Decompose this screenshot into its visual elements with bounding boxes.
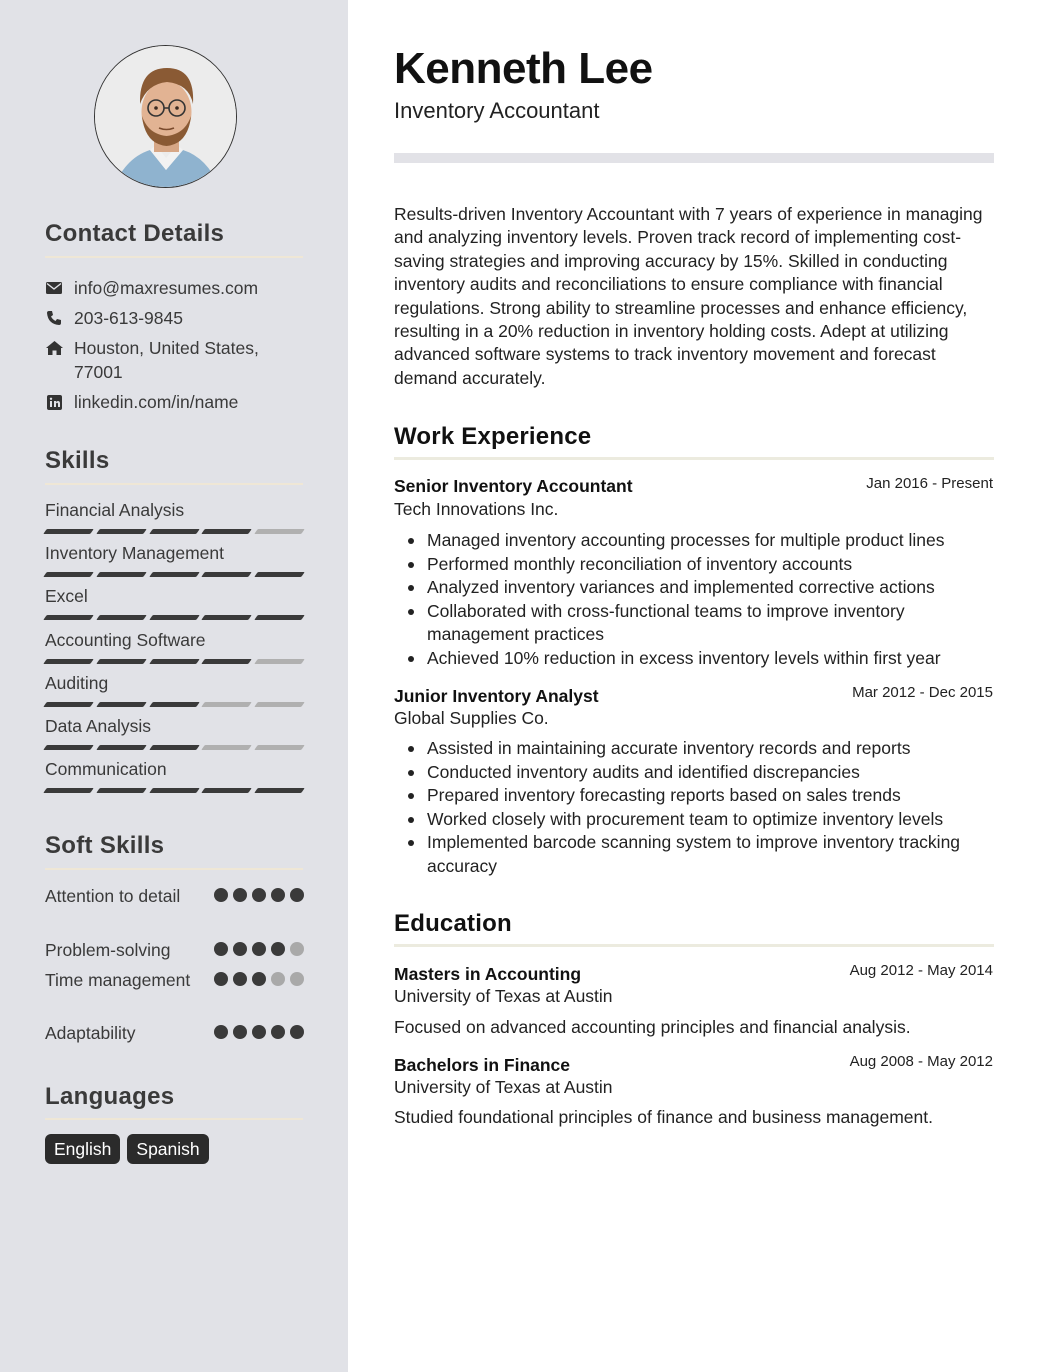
- skill-level-segment-empty: [254, 529, 304, 534]
- skill-level-segment-filled: [96, 615, 146, 620]
- list-item: Implemented barcode scanning system to improve inventory tracking accuracy: [394, 831, 994, 878]
- skill-level-segment-filled: [149, 745, 199, 750]
- contact-phone[interactable]: [45, 306, 303, 330]
- work-experience-divider: [394, 457, 994, 460]
- job-dates: Mar 2012 - Dec 2015: [852, 684, 993, 701]
- soft-skill-label: Adaptability: [45, 1023, 136, 1043]
- soft-skill-label: Problem-solving: [45, 940, 171, 960]
- skill-level-segment-filled: [43, 702, 93, 707]
- home-icon: [45, 336, 63, 360]
- skill-level-bar: [45, 529, 303, 534]
- skill-level-segment-filled: [254, 788, 304, 793]
- school-name: University of Texas at Austin: [394, 986, 613, 1006]
- degree-dates: Aug 2012 - May 2014: [849, 962, 993, 979]
- skill-level-segment-filled: [254, 572, 304, 577]
- phone-icon: [45, 306, 63, 330]
- skills-heading: Skills: [45, 447, 110, 474]
- rating-dot-filled: [214, 1025, 228, 1039]
- rating-dot-filled: [214, 888, 228, 902]
- languages-heading: Languages: [45, 1083, 175, 1110]
- skill-level-bar: [45, 745, 303, 750]
- skill-level-segment-filled: [96, 745, 146, 750]
- degree-description: Focused on advanced accounting principles and financial analysis.: [394, 1017, 911, 1037]
- skill-level-segment-filled: [96, 572, 146, 577]
- contact-linkedin[interactable]: [45, 390, 303, 414]
- skill-label: Communication: [45, 759, 167, 780]
- education-divider: [394, 944, 994, 947]
- rating-dot-filled: [271, 888, 285, 902]
- education-heading: Education: [394, 910, 512, 937]
- rating-dot-empty: [290, 942, 304, 956]
- list-item: Managed inventory accounting processes for multiple product lines: [394, 529, 994, 553]
- rating-dot-filled: [252, 888, 266, 902]
- job-dates: Jan 2016 - Present: [866, 475, 993, 492]
- rating-dot-filled: [233, 942, 247, 956]
- skill-level-bar: [45, 615, 303, 620]
- skills-divider: [45, 483, 303, 485]
- list-item: Collaborated with cross-functional teams to improve inventory management practices: [394, 600, 994, 647]
- rating-dot-filled: [214, 972, 228, 986]
- skill-level-segment-filled: [254, 615, 304, 620]
- school-name: University of Texas at Austin: [394, 1077, 613, 1097]
- job-title: Junior Inventory Analyst: [394, 686, 599, 706]
- language-tag: English: [45, 1134, 120, 1164]
- soft-skills-divider: [45, 868, 303, 870]
- list-item: Conducted inventory audits and identified discrepancies: [394, 761, 994, 785]
- languages-divider: [45, 1118, 303, 1120]
- skill-level-segment-empty: [202, 745, 252, 750]
- degree-dates: Aug 2008 - May 2012: [849, 1053, 993, 1070]
- skill-level-segment-filled: [43, 615, 93, 620]
- skill-level-bar: [45, 702, 303, 707]
- contact-divider: [45, 256, 303, 258]
- degree-title: Masters in Accounting: [394, 964, 582, 984]
- rating-dot-filled: [290, 1025, 304, 1039]
- rating-dot-empty: [271, 972, 285, 986]
- skill-level-segment-filled: [96, 529, 146, 534]
- skill-level-segment-filled: [96, 788, 146, 793]
- degree-description: Studied foundational principles of finance and business management.: [394, 1107, 933, 1127]
- header-divider-bar: [394, 153, 994, 163]
- skill-level-segment-filled: [43, 659, 93, 664]
- skill-label: Excel: [45, 586, 88, 607]
- skill-level-segment-empty: [202, 702, 252, 707]
- language-tag: Spanish: [127, 1134, 208, 1164]
- envelope-icon: [45, 276, 63, 300]
- contact-linkedin-text: linkedin.com/in/name: [74, 392, 239, 412]
- rating-dot-filled: [252, 942, 266, 956]
- skill-label: Accounting Software: [45, 629, 206, 650]
- profile-summary: Results-driven Inventory Accountant with 7 years of experience in managing and analyzing inventory levels. Proven track record of implementing cost-saving strategies and improving accuracy by 15%. Skilled in conducting inventory audits and reconciliations to ensure compliance with financial regulations. Strong ability to streamline processes and enhance efficiency, resulting in a 20% reduction in inventory holding costs. Adept at utilizing advanced software systems to track inventory movement and forecast demand accurately.: [394, 204, 983, 388]
- main-content: [394, 0, 994, 1372]
- skill-level-segment-filled: [96, 702, 146, 707]
- soft-skill-rating: [214, 1025, 304, 1039]
- linkedin-icon: [45, 390, 63, 414]
- rating-dot-filled: [252, 972, 266, 986]
- job-company: Global Supplies Co.: [394, 708, 549, 728]
- profile-photo: [94, 45, 237, 188]
- rating-dot-empty: [290, 972, 304, 986]
- skill-level-segment-empty: [254, 745, 304, 750]
- list-item: Analyzed inventory variances and implemented corrective actions: [394, 576, 994, 600]
- job-responsibilities: [394, 737, 994, 878]
- skill-label: Inventory Management: [45, 543, 224, 564]
- contact-email-text: info@maxresumes.com: [74, 278, 259, 298]
- contact-heading: Contact Details: [45, 220, 225, 247]
- skill-level-segment-filled: [149, 615, 199, 620]
- rating-dot-filled: [252, 1025, 266, 1039]
- skill-level-segment-filled: [43, 788, 93, 793]
- list-item: Assisted in maintaining accurate inventory records and reports: [394, 737, 994, 761]
- languages-list: [45, 1134, 209, 1164]
- rating-dot-filled: [214, 942, 228, 956]
- sidebar: [0, 0, 348, 1372]
- skill-level-bar: [45, 572, 303, 577]
- rating-dot-filled: [290, 888, 304, 902]
- list-item: Worked closely with procurement team to optimize inventory levels: [394, 808, 994, 832]
- profile-portrait-image: [95, 46, 237, 188]
- job-responsibilities: [394, 529, 994, 670]
- skill-label: Data Analysis: [45, 716, 152, 736]
- soft-skill-rating: [214, 888, 304, 902]
- skill-level-segment-empty: [254, 659, 304, 664]
- skill-level-segment-filled: [149, 659, 199, 664]
- soft-skill-rating: [214, 972, 304, 986]
- degree-title: Bachelors in Finance: [394, 1055, 571, 1075]
- skill-level-segment-filled: [43, 745, 93, 750]
- contact-address-text: Houston, United States, 77001: [74, 338, 259, 382]
- skill-label: Financial Analysis: [45, 500, 185, 520]
- skill-level-segment-filled: [202, 572, 252, 577]
- rating-dot-filled: [233, 972, 247, 986]
- candidate-title: Inventory Accountant: [394, 98, 600, 123]
- skill-level-bar: [45, 659, 303, 664]
- skill-level-segment-filled: [202, 529, 252, 534]
- skill-level-segment-filled: [149, 788, 199, 793]
- skill-level-segment-filled: [149, 702, 199, 707]
- candidate-name: Kenneth Lee: [394, 44, 653, 93]
- work-experience-heading: Work Experience: [394, 423, 592, 450]
- rating-dot-filled: [271, 942, 285, 956]
- skill-level-segment-filled: [96, 659, 146, 664]
- soft-skill-label: Attention to detail: [45, 886, 181, 906]
- job-title: Senior Inventory Accountant: [394, 476, 633, 496]
- skill-level-segment-filled: [43, 529, 93, 534]
- list-item: Achieved 10% reduction in excess inventory levels within first year: [394, 647, 994, 671]
- skill-level-segment-filled: [149, 572, 199, 577]
- soft-skill-rating: [214, 942, 304, 956]
- skill-label: Auditing: [45, 672, 109, 693]
- skill-level-segment-filled: [149, 529, 199, 534]
- contact-email[interactable]: [45, 276, 303, 300]
- job-company: Tech Innovations Inc.: [394, 499, 559, 519]
- skill-level-segment-empty: [254, 702, 304, 707]
- rating-dot-filled: [233, 1025, 247, 1039]
- contact-phone-text: 203-613-9845: [74, 308, 183, 328]
- skill-level-bar: [45, 788, 303, 793]
- skill-level-segment-filled: [202, 659, 252, 664]
- rating-dot-filled: [271, 1025, 285, 1039]
- skill-level-segment-filled: [202, 615, 252, 620]
- soft-skills-heading: Soft Skills: [45, 832, 165, 859]
- list-item: Performed monthly reconciliation of inventory accounts: [394, 553, 994, 577]
- contact-address: [45, 336, 303, 384]
- skill-level-segment-filled: [43, 572, 93, 577]
- rating-dot-filled: [233, 888, 247, 902]
- skill-level-segment-filled: [202, 788, 252, 793]
- soft-skill-label: Time management: [45, 970, 191, 990]
- list-item: Prepared inventory forecasting reports based on sales trends: [394, 784, 994, 808]
